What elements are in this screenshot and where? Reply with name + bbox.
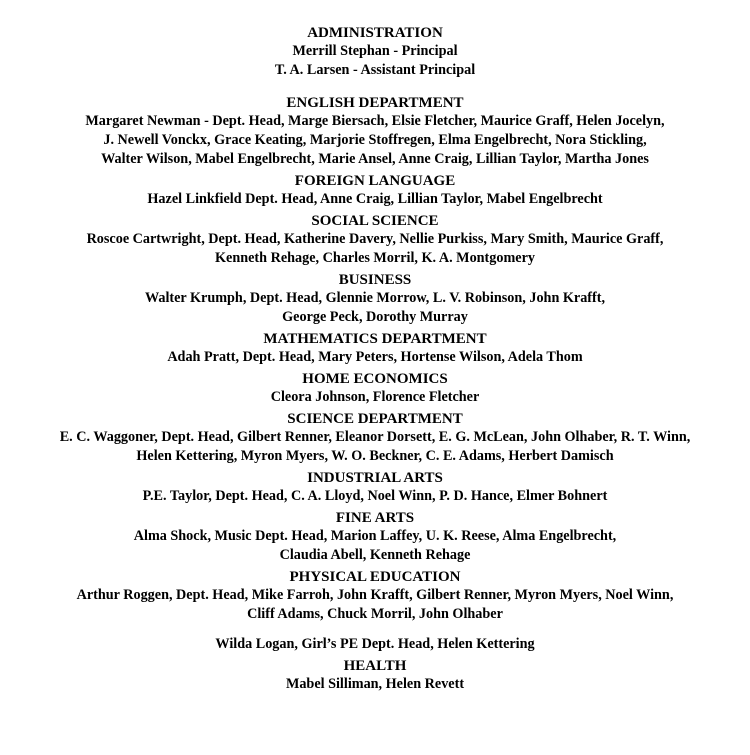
section-industrial-arts [0, 469, 750, 506]
section-heading: MATHEMATICS DEPARTMENT [263, 331, 487, 347]
staff-line: Walter Krumph, Dept. Head, Glennie Morrow, L. V. Robinson, John Krafft, [144, 290, 606, 306]
section-social-science [0, 212, 750, 268]
section-health [0, 657, 750, 694]
section-heading: HEALTH [343, 658, 407, 674]
staff-line: Walter Wilson, Mabel Engelbrecht, Marie Ansel, Anne Craig, Lillian Taylor, Martha Jones [101, 151, 649, 167]
staff-line: Helen Kettering, Myron Myers, W. O. Beckner, C. E. Adams, Herbert Damisch [136, 448, 614, 464]
staff-line: T. A. Larsen - Assistant Principal [274, 62, 476, 78]
staff-line: P.E. Taylor, Dept. Head, C. A. Lloyd, Noel Winn, P. D. Hance, Elmer Bohnert [142, 488, 608, 504]
section-heading: BUSINESS [338, 272, 412, 288]
section-heading: HOME ECONOMICS [302, 371, 448, 387]
section-administration [0, 24, 750, 80]
section-science [0, 410, 750, 466]
section-heading: FINE ARTS [335, 510, 415, 526]
staff-line: Hazel Linkfield Dept. Head, Anne Craig, Lillian Taylor, Mabel Engelbrecht [147, 191, 603, 207]
section-foreign-language [0, 172, 750, 209]
section-heading: ADMINISTRATION [307, 25, 443, 41]
section-girls-pe [0, 635, 750, 654]
section-fine-arts [0, 509, 750, 565]
staff-line: J. Newell Vonckx, Grace Keating, Marjorie Stoffregen, Elma Engelbrecht, Nora Stickling, [103, 132, 647, 148]
staff-line: Arthur Roggen, Dept. Head, Mike Farroh, John Krafft, Gilbert Renner, Myron Myers, Noel Winn, [76, 587, 674, 603]
section-heading: ENGLISH DEPARTMENT [286, 95, 464, 111]
staff-line: George Peck, Dorothy Murray [282, 309, 468, 325]
section-heading: SOCIAL SCIENCE [311, 213, 439, 229]
staff-line: Cliff Adams, Chuck Morril, John Olhaber [247, 606, 503, 622]
staff-line: Merrill Stephan - Principal [292, 43, 458, 59]
staff-line: Claudia Abell, Kenneth Rehage [279, 547, 471, 563]
staff-line: Alma Shock, Music Dept. Head, Marion Laffey, U. K. Reese, Alma Engelbrecht, [133, 528, 617, 544]
staff-line: Kenneth Rehage, Charles Morril, K. A. Montgomery [215, 250, 535, 266]
staff-line: Wilda Logan, Girl’s PE Dept. Head, Helen Kettering [215, 636, 535, 652]
section-business [0, 271, 750, 327]
section-heading: INDUSTRIAL ARTS [307, 470, 443, 486]
section-heading: FOREIGN LANGUAGE [294, 173, 456, 189]
staff-line: Cleora Johnson, Florence Fletcher [270, 389, 480, 405]
section-english [0, 94, 750, 169]
staff-line: Roscoe Cartwright, Dept. Head, Katherine Davery, Nellie Purkiss, Mary Smith, Maurice Graff, [86, 231, 664, 247]
section-home-economics [0, 370, 750, 407]
staff-line: Margaret Newman - Dept. Head, Marge Biersach, Elsie Fletcher, Maurice Graff, Helen Jocelyn, [85, 113, 665, 129]
section-physical-education [0, 568, 750, 624]
staff-line: E. C. Waggoner, Dept. Head, Gilbert Renner, Eleanor Dorsett, E. G. McLean, John Olhaber, R. T. Winn, [59, 429, 691, 445]
staff-line: Adah Pratt, Dept. Head, Mary Peters, Hortense Wilson, Adela Thom [167, 349, 583, 365]
staff-line: Mabel Silliman, Helen Revett [285, 676, 465, 692]
section-mathematics [0, 330, 750, 367]
section-heading: PHYSICAL EDUCATION [289, 569, 461, 585]
section-heading: SCIENCE DEPARTMENT [287, 411, 463, 427]
faculty-roster [0, 24, 750, 694]
